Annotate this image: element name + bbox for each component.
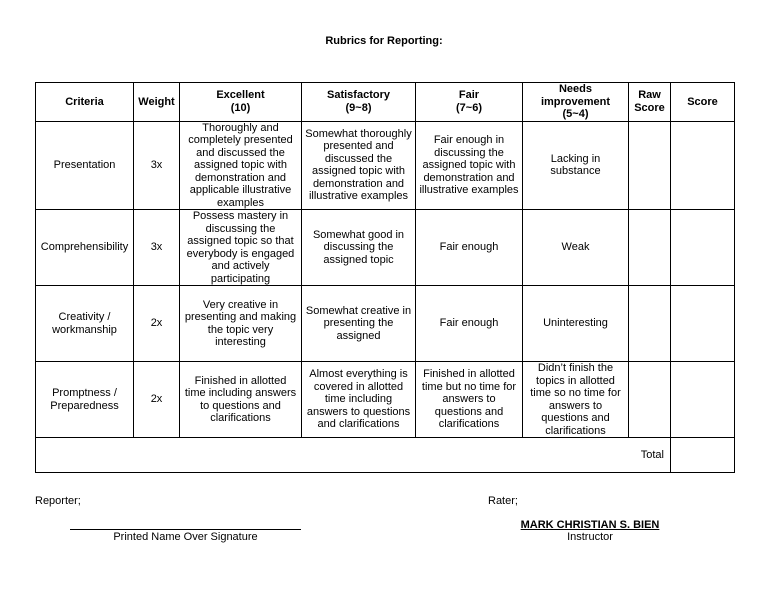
criteria-cell: Presentation: [36, 121, 134, 210]
header-raw-score: [629, 83, 671, 122]
satisfactory-cell: Somewhat good in discussing the assigned topic: [302, 210, 416, 286]
total-score-cell[interactable]: [671, 438, 735, 473]
needs-improvement-cell: Uninteresting: [523, 286, 629, 362]
excellent-cell: Possess mastery in discussing the assigned topic so that everybody is engaged and actively participating: [180, 210, 302, 286]
header-needs-improvement-label-1: Needs: [558, 83, 593, 95]
header-fair-label: Fair: [458, 89, 480, 102]
weight-cell: 3x: [134, 121, 180, 210]
score-cell[interactable]: [671, 362, 735, 438]
header-excellent: [180, 83, 302, 122]
needs-improvement-cell: Weak: [523, 210, 629, 286]
reporter-label: Reporter;: [35, 495, 81, 507]
header-criteria: Criteria: [36, 83, 134, 122]
excellent-cell: Very creative in presenting and making the topic very interesting: [180, 286, 302, 362]
header-raw-score-label-2: Score: [634, 101, 665, 114]
excellent-cell: Finished in allotted time including answers to questions and clarifications: [180, 362, 302, 438]
fair-cell: Fair enough: [416, 286, 523, 362]
header-weight: Weight: [134, 83, 180, 122]
header-needs-improvement-label-2: improvement: [540, 95, 611, 108]
raw-score-cell[interactable]: [629, 210, 671, 286]
header-satisfactory: [302, 83, 416, 122]
header-excellent-label: Excellent: [216, 89, 265, 102]
raw-score-cell[interactable]: [629, 286, 671, 362]
header-satisfactory-label: Satisfactory: [327, 89, 390, 102]
table-row: [36, 210, 735, 286]
weight-cell: 2x: [134, 362, 180, 438]
rubric-table: [35, 82, 735, 473]
header-excellent-range: (10): [230, 101, 251, 114]
score-cell[interactable]: [671, 121, 735, 210]
weight-cell: 3x: [134, 210, 180, 286]
raw-score-cell[interactable]: [629, 362, 671, 438]
header-fair: [416, 83, 523, 122]
criteria-cell: Creativity / workmanship: [36, 286, 134, 362]
table-row: [36, 362, 735, 438]
satisfactory-cell: Almost everything is covered in allotted time including answers to questions and clarifications: [302, 362, 416, 438]
raw-score-cell[interactable]: [629, 121, 671, 210]
needs-improvement-cell: Didn’t finish the topics in allotted time so no time for answers to questions and clarifications: [523, 362, 629, 438]
header-satisfactory-range: (9~8): [345, 101, 372, 114]
header-raw-score-label-1: Raw: [638, 89, 661, 102]
total-row: [36, 438, 735, 473]
criteria-cell: Comprehensibility: [36, 210, 134, 286]
fair-cell: Finished in allotted time but no time for answers to questions and clarifications: [416, 362, 523, 438]
criteria-cell: Promptness / Preparedness: [36, 362, 134, 438]
satisfactory-cell: Somewhat thoroughly presented and discussed the assigned topic with demonstration and illustrative examples: [302, 121, 416, 210]
needs-improvement-cell: Lacking in substance: [523, 121, 629, 210]
score-cell[interactable]: [671, 286, 735, 362]
table-row: [36, 286, 735, 362]
excellent-cell: Thoroughly and completely presented and discussed the assigned topic with demonstration and applicable illustrative examples: [180, 121, 302, 210]
header-needs-improvement: [523, 83, 629, 122]
weight-cell: 2x: [134, 286, 180, 362]
fair-cell: Fair enough: [416, 210, 523, 286]
satisfactory-cell: Somewhat creative in presenting the assigned: [302, 286, 416, 362]
signature-caption: Printed Name Over Signature: [113, 531, 258, 543]
header-score: Score: [671, 83, 735, 122]
rater-label: Rater;: [488, 495, 518, 507]
total-label: Total: [36, 438, 671, 473]
document-title: Rubrics for Reporting:: [325, 35, 443, 47]
table-row: [36, 121, 735, 210]
fair-cell: Fair enough in discussing the assigned topic with demonstration and illustrative examples: [416, 121, 523, 210]
instructor-title: Instructor: [567, 531, 613, 543]
instructor-name: MARK CHRISTIAN S. BIEN: [520, 519, 660, 531]
score-cell[interactable]: [671, 210, 735, 286]
header-fair-range: (7~6): [456, 101, 482, 114]
header-needs-improvement-range: (5~4): [562, 108, 589, 120]
header-row: [36, 83, 735, 122]
signature-line: [70, 519, 301, 530]
